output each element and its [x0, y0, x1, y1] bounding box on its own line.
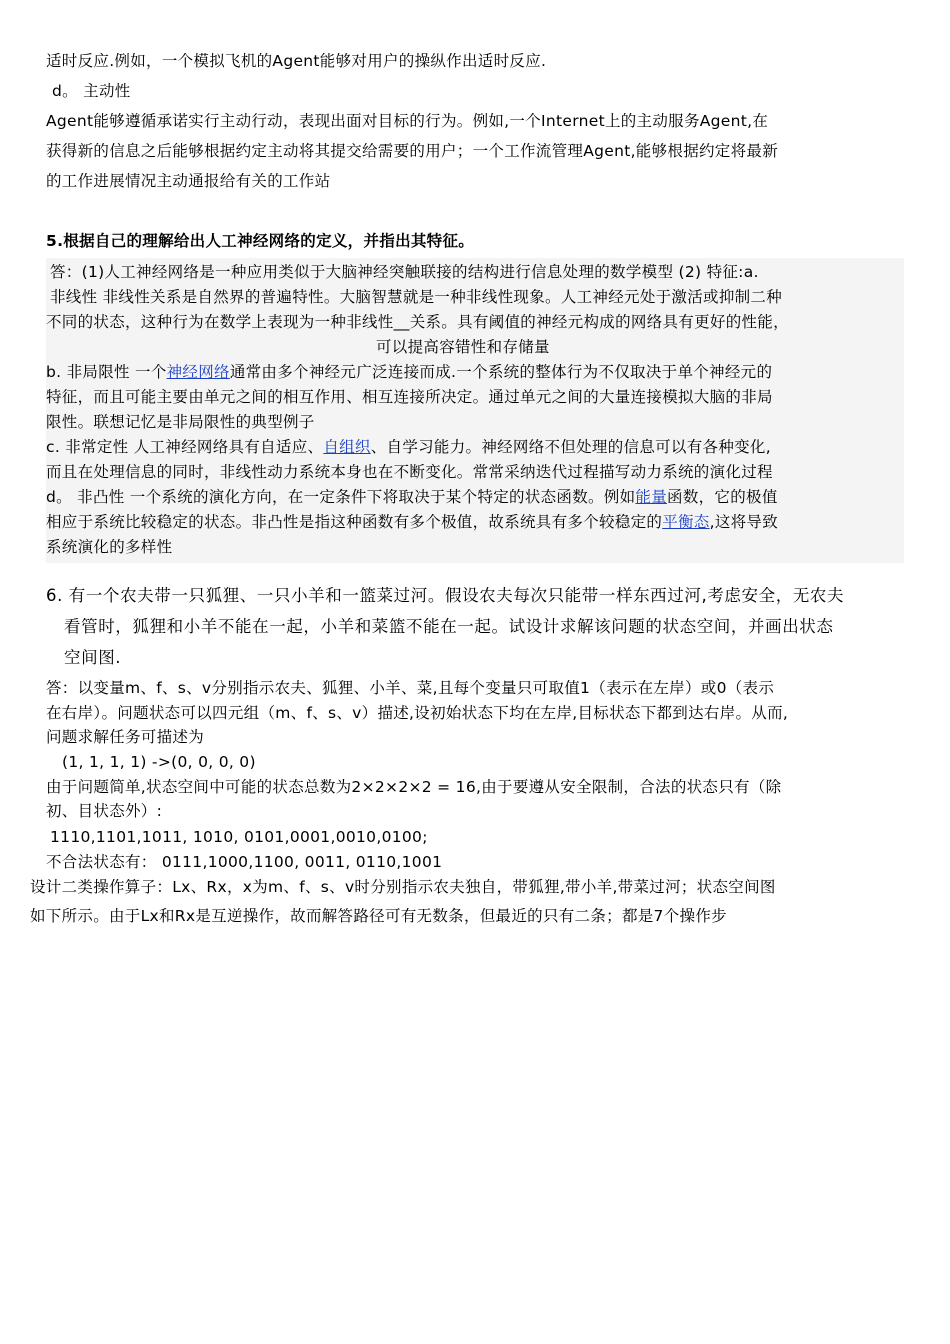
question-6-line-1: 6. 有一个农夫带一只狐狸、一只小羊和一篮菜过河。假设农夫每次只能带一样东西过河,考虑安全，无农夫	[46, 586, 845, 605]
neural-network-link[interactable]: 神经网络	[166, 363, 230, 381]
answer-5-d-text-pre: d。 非凸性 一个系统的演化方向，在一定条件下将取决于某个特定的状态函数。例如	[46, 488, 636, 506]
answer-5-line-4: 可以提高容错性和存储量	[376, 338, 550, 356]
equilibrium-state-link[interactable]: 平衡态	[662, 513, 710, 531]
answer-5-b-line-1	[46, 361, 772, 383]
answer-5-d2-text-post: ,这将导致	[709, 513, 779, 531]
answer-6-illegal-states: 不合法状态有： 0111,1000,1100, 0011, 0110,1001	[46, 853, 443, 871]
answer-6-legal-states: 1110,1101,1011, 1010, 0101,0001,0010,0100;	[50, 828, 428, 846]
answer-6-line-1: 答：以变量m、f、s、v分别指示农夫、狐狸、小羊、菜,且每个变量只可取值1（表示在左岸）或0（表示	[46, 679, 775, 697]
answer-6-line-5: 由于问题简单,状态空间中可能的状态总数为2×2×2×2 = 16,由于要遵从安全限制，合法的状态只有（除	[46, 778, 782, 796]
question-5-title: 5.根据自己的理解给出人工神经网络的定义，并指出其特征。	[46, 232, 475, 250]
intro-line-1: 适时反应.例如，一个模拟飞机的Agent能够对用户的操纵作出适时反应.	[46, 52, 547, 70]
answer-5-d-line-1	[46, 486, 778, 508]
intro-line-2: d。 主动性	[52, 82, 131, 100]
answer-5-d-text-post: 函数，它的极值	[667, 488, 778, 506]
answer-5-c-line-1	[46, 436, 771, 458]
answer-6-line-9: 设计二类操作算子：Lx、Rx，x为m、f、s、v时分别指示农夫独自，带狐狸,带小羊,带菜过河；状态空间图	[30, 878, 776, 896]
answer-5-c-line-2: 而且在处理信息的同时，非线性动力系统本身也在不断变化。常常采纳迭代过程描写动力系统的演化过程	[46, 463, 773, 481]
question-6-line-3: 空间图.	[64, 648, 122, 667]
self-organization-link[interactable]: 自组织	[323, 438, 371, 456]
answer-5-b-text-pre: b. 非局限性 一个	[46, 363, 167, 381]
answer-5-line-3: 不同的状态，这种行为在数学上表现为一种非线性__关系。具有阈值的神经元构成的网络具有更好的性能，	[46, 313, 789, 331]
answer-6-line-10: 如下所示。由于Lx和Rx是互逆操作，故而解答路径可有无数条，但最近的只有二条；都是7个操作步	[30, 907, 727, 925]
answer-5-b-line-2: 特征，而且可能主要由单元之间的相互作用、相互连接所决定。通过单元之间的大量连接模拟大脑的非局	[46, 388, 773, 406]
answer-5-line-2: 非线性 非线性关系是自然界的普遍特性。大脑智慧就是一种非线性现象。人工神经元处于激活或抑制二种	[50, 288, 783, 306]
question-6-line-2: 看管时，狐狸和小羊不能在一起，小羊和菜篮不能在一起。试设计求解该问题的状态空间，并画出状态	[64, 617, 834, 636]
answer-6-line-3: 问题求解任务可描述为	[46, 728, 205, 746]
intro-line-4: 获得新的信息之后能够根据约定主动将其提交给需要的用户；一个工作流管理Agent,能够根据约定将最新	[46, 142, 779, 160]
answer-5-c-text-pre: c. 非常定性 人工神经网络具有自适应、	[46, 438, 324, 456]
answer-6-line-2: 在右岸）。问题状态可以四元组（m、f、s、v）描述,设初始状态下均在左岸,目标状态下都到达右岸。从而,	[46, 704, 789, 722]
intro-line-3: Agent能够遵循承诺实行主动行动，表现出面对目标的行为。例如,一个Internet上的主动服务Agent,在	[46, 112, 769, 130]
answer-5-c-text-post: 、自学习能力。神经网络不但处理的信息可以有各种变化,	[370, 438, 771, 456]
answer-5-b-line-3: 限性。联想记忆是非局限性的典型例子	[46, 413, 315, 431]
answer-5-b-text-post: 通常由多个神经元广泛连接而成.一个系统的整体行为不仅取决于单个神经元的	[229, 363, 773, 381]
answer-5-line-1: 答：(1)人工神经网络是一种应用类似于大脑神经突触联接的结构进行信息处理的数学模型 (2) 特征:a.	[50, 263, 759, 281]
answer-5-d-line-3: 系统演化的多样性	[46, 538, 173, 556]
intro-line-5: 的工作进展情况主动通报给有关的工作站	[46, 172, 331, 190]
answer-5-d-line-2	[46, 511, 778, 533]
energy-link[interactable]: 能量	[635, 488, 668, 506]
answer-6-line-6: 初、目状态外）:	[46, 802, 163, 820]
answer-6-line-4: (1, 1, 1, 1) ->(0, 0, 0, 0)	[62, 753, 256, 771]
answer-5-d2-text-pre: 相应于系统比较稳定的状态。非凸性是指这种函数有多个极值，故系统具有多个较稳定的	[46, 513, 663, 531]
